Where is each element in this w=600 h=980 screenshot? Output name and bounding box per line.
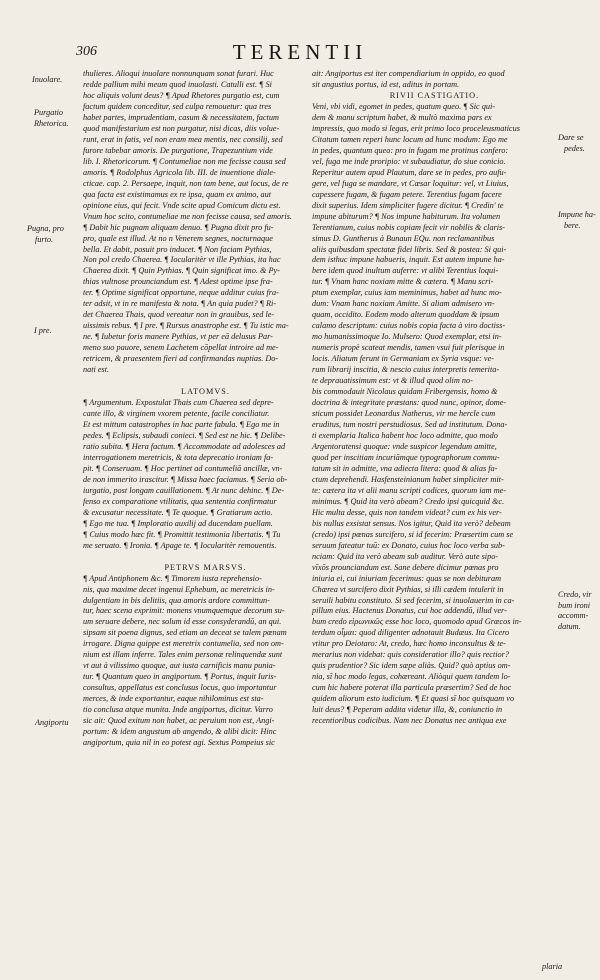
text-line: Reperitur autem apud Plautum, dare se in pedes, pro aufu- [312, 167, 507, 177]
text-line: furore tabebar amoris. De purgatione, Trapezuntium vide [83, 145, 273, 155]
text-line: qua facta est existimamus ex re ipsa, quam ex animo, aut [83, 189, 272, 199]
margin-note-angiportus [35, 718, 68, 729]
text-line: lib. I. Rhetoricorum. ¶ Contumeliae non me fecisse causa sed [83, 156, 286, 166]
text-line: mo humanissimoque Io. Mulsero: Quod exemplar, etsi in- [312, 332, 502, 342]
margin-note-line: Inuolare. [32, 75, 63, 84]
text-line: pit. ¶ Conseruam. ¶ Hoc pertinet ad contumeliā ancillæ, vn- [83, 463, 283, 473]
text-line: quod per inscitiam incuriāmque typographorum commu- [312, 452, 500, 462]
text-line: Vnum hoc scito, contumeliae me non fecisse causa, sed amoris. [83, 211, 292, 221]
text-line: habet partes, imprudentiam, casum & necessitatem, factum [83, 112, 279, 122]
text-line: Et est mittum catastrophes in hac parte fabula. ¶ Ego me in [83, 420, 280, 429]
text-line: vt aut à vilissimo quoque, aut iusta carnificis manu punia- [83, 661, 276, 671]
text-line: sticum possidet Leonardus Natherus, vir me hercle cum [312, 409, 496, 419]
catchword: plaria [542, 962, 563, 971]
text-line: iurgatio, post longam cauillationem. ¶ At nunc dehinc. ¶ De- [83, 485, 285, 495]
text-line: um seruare debere, nec solum id esse consyderandū, an qui. [83, 617, 282, 627]
text-line: dixit superius. Idem simpliciter fugere dicitur. ¶ Credin' te [312, 200, 504, 210]
text-line: hoc aliquis volunt deus? ¶ Apud Rhetores purgatio est, cum [83, 90, 280, 100]
text-line: nium est illam inferre. Tales enim personæ relinquendæ sunt [83, 650, 283, 660]
text-line: tur, haec scena exprimit: monens vnumquemque decorum su- [83, 606, 285, 616]
section-heading: LATOMVS. [181, 387, 230, 397]
text-line: bum credo εἰρωνικῶς esse hoc loco, quomodo apud Græcos in- [312, 617, 522, 627]
text-line: fenso ex comparatione vtilitatis, qua sententia confirmatur [83, 496, 277, 506]
text-line: aliis quibusdam spectatæ fidei libris. Sed & postea: Si qui- [312, 244, 507, 254]
margin-note-inuolare [32, 75, 62, 86]
text-line: seruili habitu constituto. Si sed fecerim, si inuolauerim in ca- [312, 595, 515, 605]
margin-note-dare-se [558, 133, 585, 154]
text-line: seruum fateatur tuū: ex Donato, cuius hoc loco verba sub- [312, 540, 505, 550]
text-line: factum quidem conceditur, sed culpa remouetur: qua tres [83, 101, 272, 111]
text-line: vel, fuga me inde proripio: vt subaudiatur, do siue conicio. [312, 156, 506, 166]
text-line: dulgentiam in bis delitiis, qua amoris ardore committun- [83, 595, 270, 605]
margin-note-impune [558, 210, 596, 231]
page-header [0, 34, 600, 64]
text-line: doctrina & integritate præstans: quod nunc, opinor, dome- [312, 398, 507, 408]
margin-note-line: bum ironi [558, 600, 591, 610]
text-line: te: cætera ita vt alii manu scripti codices, quorum iam me- [312, 485, 507, 495]
text-line: ti exemplaria Italica habent hoc loco admitte, quo modo [312, 430, 498, 440]
text-line: gere, vel fuga se mandare, vt Cæsar loquitur: vel, vt Liuius, [312, 178, 509, 188]
text-line: quis prudentior? Sic idem sæpe aliàs. Quid? quò aptius om- [312, 661, 511, 671]
text-line: ¶ Dabit hic pugnam aliquam denuo. ¶ Pugna dixit pro fu- [83, 222, 274, 232]
text-line: pedes. ¶ Eclipsis, subaudi conieci. ¶ Sed est ne hic. ¶ Delibe- [83, 430, 286, 440]
text-line: pro, quale est illud. At no n Venerem segnes, nocturnaque [83, 233, 273, 243]
text-line [83, 376, 328, 387]
text-line: ter. ¶ Optime significat opportune, neque additur cuius fra- [83, 288, 279, 298]
text-line: tatum sit in admitte, vna adiecta litera: quod & alias fa- [312, 463, 498, 473]
section-heading: PETRVS MARSVS. [164, 562, 247, 572]
margin-note-line: Pugna, pro [27, 224, 64, 233]
text-line: thulieres. Alioqui inuolare nonnunquam sonat furari. Huc [83, 69, 274, 78]
text-line: ter adsit, vt in re manifesta & nota. ¶ An quia pudet? ¶ Ri- [83, 299, 277, 309]
text-line: ¶ Ego me tua. ¶ Imploratio auxilij ad ducendam puellam. [83, 518, 273, 528]
text-line: ¶ Argumentum. Expostulat Thais cum Chaerea sed depre- [83, 398, 274, 408]
text-line: meno suo pauore, senem Lachetem cōpellat introire ad me- [83, 343, 279, 353]
margin-note-line: pedes. [564, 143, 585, 153]
text-line: Argentoratensi quoque: vnde suspicor legendum amitte, [312, 441, 497, 451]
text-line: redde pallium mihi meum quod inuolasti. Catulli est. ¶ Si [83, 79, 272, 89]
text-line: dum: Vnam hanc noxiam Amitte. Si aliam admisero vn- [312, 299, 495, 309]
text-line: Citatum tamen reperi hunc locum ad hunc modum: Ego me [312, 134, 508, 144]
text-line: quam, occidito. Eodem modo alterum quoddam & ipsum [312, 310, 500, 320]
text-line: de non immerito irascitur. ¶ Missa haec faciamus. ¶ Seria ob- [83, 474, 288, 484]
margin-note-ipre [34, 326, 52, 337]
margin-note-line: bere. [564, 220, 581, 230]
text-line: locis. Aliatum ferunt in Germaniam ex Syria vsque: ve- [312, 354, 494, 364]
right-text-column [312, 69, 557, 727]
text-line: iniuria ei, cui iniuriam fecerimus: quas se non debituram [312, 573, 502, 583]
text-line: det Chaerea Thais, quod vereatur non in grauibus, sed le- [83, 310, 275, 320]
text-line: retricem, & praesentem fieri ad confirmandas nuptias. Do- [83, 354, 279, 364]
text-line: Non pol credo Chaerea. ¶ Iocularitèr vt ille Pythias, ita hac [83, 255, 281, 265]
text-line: runt, erat in fatis, vel non eram mea mentis, nec consilij, sed [83, 134, 283, 144]
text-line: Hic multa desse, quis non tandem videat? cum ex his ver- [312, 507, 502, 517]
margin-note-line: furto. [35, 234, 54, 244]
text-line: in pedes, quantum queo: pro in fugam me protinus confero: [312, 145, 509, 155]
text-line: bere idem quod inultum auferre: vt alibi Terentius loqui- [312, 266, 499, 276]
text-line: impune abiturum? ¶ Nos impune habiturum. Ita volumen [312, 211, 501, 221]
text-line: interrogationem meretricis, & tota deprecatio ironiam fa- [83, 452, 274, 462]
running-head: TERENTII [232, 40, 368, 64]
text-line: quidem aliorum esto iudicium. ¶ Et quasi sī hoc quisquam vo [312, 694, 515, 704]
margin-note-line: I pre. [34, 326, 52, 335]
text-line: ait: Angiportus est iter compendiarium in oppido, eo quod [312, 69, 505, 78]
text-line: simus D. Guntherus à Bunaun EQu. non reclamantibus [312, 233, 495, 243]
text-line: amoris. ¶ Rodolphus Agricola lib. III. de inuentione diale- [83, 167, 276, 177]
text-line: ratio subita. ¶ Hera factum. ¶ Accommodate ad adolesces ad [83, 441, 286, 451]
text-line: dem & manu scriptum habet, & multò maxima pars ex [312, 112, 492, 122]
text-line: numeris propè scateat mendis, tamen vsui fuit plerisque in [312, 343, 505, 353]
text-line: consultus, appellatus est conclusus locus, quo importantur [83, 683, 277, 693]
text-line: sic ait: Quod exitum non habet, ac peruium non est, Angi- [83, 716, 275, 726]
text-line: Chaerea dixit. ¶ Quin Pythias. ¶ Quin significat imo. & Py- [83, 266, 280, 276]
text-line: irrogare. Digna quippe est meretrix contumelia, sed non om- [83, 639, 284, 649]
text-line: angiportum, quia nil in eo potest agi. Sextus Pompeius sic [83, 738, 275, 748]
text-line: opinione eius, qui fecit. Vnde scite apud Comicum dictu est. [83, 200, 281, 210]
text-line: sipsam sit poena dignus, sed etiam an deceat se talem pœnam [83, 628, 287, 638]
margin-note-line: Purgatio [34, 108, 64, 117]
text-line: tur. ¶ Quantum queo in angiportum. ¶ Portus, inquit Iuris- [83, 672, 277, 682]
section-heading: RIVII CASTIGATIO. [389, 90, 480, 100]
text-line: bis commodauit Nicolaus quidam Fribergensis, homo & [312, 387, 498, 397]
text-line: bella. Et dabit, posuit pro inducet. ¶ Non faciam Pythias, [83, 244, 272, 254]
text-line: vīxōs prounciandum est. Sane debere dicimur pœnas pro [312, 562, 499, 572]
text-line: rum librarij inscitia, & nescio cuius interpretis temerita- [312, 365, 500, 375]
text-line: minimus. ¶ Quid ita verò abeam? Credo ipsi quicquid &c. [312, 496, 505, 506]
text-line: pillum eius. Hactenus Donatus, cui hoc addendū, illud ver- [312, 606, 507, 616]
text-line: & excusatur necessitate. ¶ Te quoque. ¶ Gratiarum actio. [83, 507, 273, 517]
text-line: bis nullus exsistat sensus. Nos igitur, Quid ita verò? debeam [312, 518, 511, 528]
text-line: tur. ¶ Vnam hanc noxiam mitte & cætera. ¶ Manu scri- [312, 277, 494, 287]
margin-note-line: Impune ha- [558, 210, 596, 219]
text-line: capessere fugam, & fugam petere. Terentius fugam facere [312, 189, 502, 199]
text-line: recentioribus codicibus. Nam nec Donatus nec antiqua exe [312, 716, 507, 726]
text-line: nciam: Quid ita verò abeam sub auditur. Verò aute sipo- [312, 551, 499, 561]
margin-note-line: Dare se [558, 133, 584, 142]
margin-note-credo [558, 590, 592, 632]
text-line: ptum exemplar, cuius iam meminimus, habet ad hunc mo- [312, 288, 502, 298]
margin-note-purgatio [34, 108, 69, 129]
text-line: luit deus? ¶ Peperam addita videtur illa, &, coniunctio in [312, 705, 503, 715]
margin-note-pugna [27, 224, 64, 245]
text-line: uissimis rebus. ¶ I pre. ¶ Rursus anastrophe est. ¶ Tu istic ma- [83, 321, 289, 331]
text-line: cante illo, & virginem vxorem petente, facile conciliatur. [83, 409, 270, 419]
text-line: eruditus, tum nostri perstudiosus. Sed ad institutum. Dona- [312, 420, 508, 429]
text-line: ne. ¶ Iubetur foris manere Pythias, vt per eā delusus Par- [83, 332, 273, 342]
text-line: dem isthuc impune habueris, inquit. Est autem impune ha- [312, 255, 505, 265]
text-line: merces, & inde exportantur, eaque nihilominus est sta- [83, 694, 264, 704]
text-line: Chærea vt surcifero dixit Pythias, si illi cædem intulerit in [312, 584, 504, 594]
text-line: tio conclusa atque munita. Inde angiportus, dicitur. Varro [83, 705, 273, 715]
text-line [83, 552, 328, 563]
text-line: Terentianum, cuius nobis copiam fecit vir nobilis & claris- [312, 222, 506, 232]
text-line: (credo) ipsi pœnas surcifero, si id fecerim: Præsertim cum se [312, 529, 514, 539]
text-line: Veni, vbi vidi, egomet in pedes, quatum queo. ¶ Sic qui- [312, 101, 496, 111]
text-line: cum hic habere poterat illa particula præsertim? Sed de hoc [312, 683, 512, 693]
text-line: portum: & idem angustum ab angendo, & alibi dicit: Hinc [83, 727, 277, 737]
margin-note-line: Angiportu [35, 718, 69, 727]
text-line: ¶ Apud Antiphonem &c. ¶ Timorem iusta reprehensio- [83, 573, 262, 583]
text-line: nia, sī hoc modo legas, cohæreant. Aliòqui quem tandem lo- [312, 672, 511, 682]
text-line: thias vultnose prounciandum est. ¶ Adest optime ipse fra- [83, 277, 273, 287]
text-line: sit angustius portus, id est, aditus in portam. [312, 79, 460, 89]
text-line: me seruato. ¶ Ironia. ¶ Apage te. ¶ Iocularitèr remouentis. [83, 540, 277, 550]
text-line: merarius non videbat: quis consideratior illo? quis rectior? [312, 650, 509, 660]
text-line: ¶ Cuius modo hæc fit. ¶ Promittit testimonia libertatis. ¶ Tu [83, 529, 281, 539]
text-line: cticae. cap. 2. Persaepe, inquit, non tam bene, aut locus, de re [83, 178, 289, 188]
text-line: nati est. [83, 365, 110, 375]
text-line: te deprauatissimum est: vt & illud quod olim no- [312, 376, 473, 386]
text-line: nis, qua maxime decet ingenui Ephebum, ac meretricis in- [83, 584, 275, 594]
left-text-column [83, 69, 328, 749]
page-number: 306 [76, 44, 97, 59]
text-line: quod manifestarium est non purgatur, nisi dicas, diis volue- [83, 123, 280, 133]
text-line: impressis, quo modo si legas, erit primo loco proceleusmaticus [312, 123, 520, 133]
text-line: calamo descriptum: cuius nobis copia facta à viro doctiss- [312, 321, 506, 331]
text-line: ctum deprehendi. Hasfensteinianum habet simpliciter mit- [312, 474, 504, 484]
margin-note-line: accomm- [558, 611, 589, 620]
margin-note-line: Rhetorica. [34, 118, 69, 128]
text-line: vtitur pro Deiotaro: At, credo, hæc homo inconsultus & te- [312, 639, 506, 649]
text-line: terdum οἶμαι: quod diligenter adnotauit Budæus. Ita Cicero [312, 628, 510, 638]
margin-note-line: Credo, vir [558, 590, 592, 599]
margin-note-line: datum. [558, 621, 581, 631]
